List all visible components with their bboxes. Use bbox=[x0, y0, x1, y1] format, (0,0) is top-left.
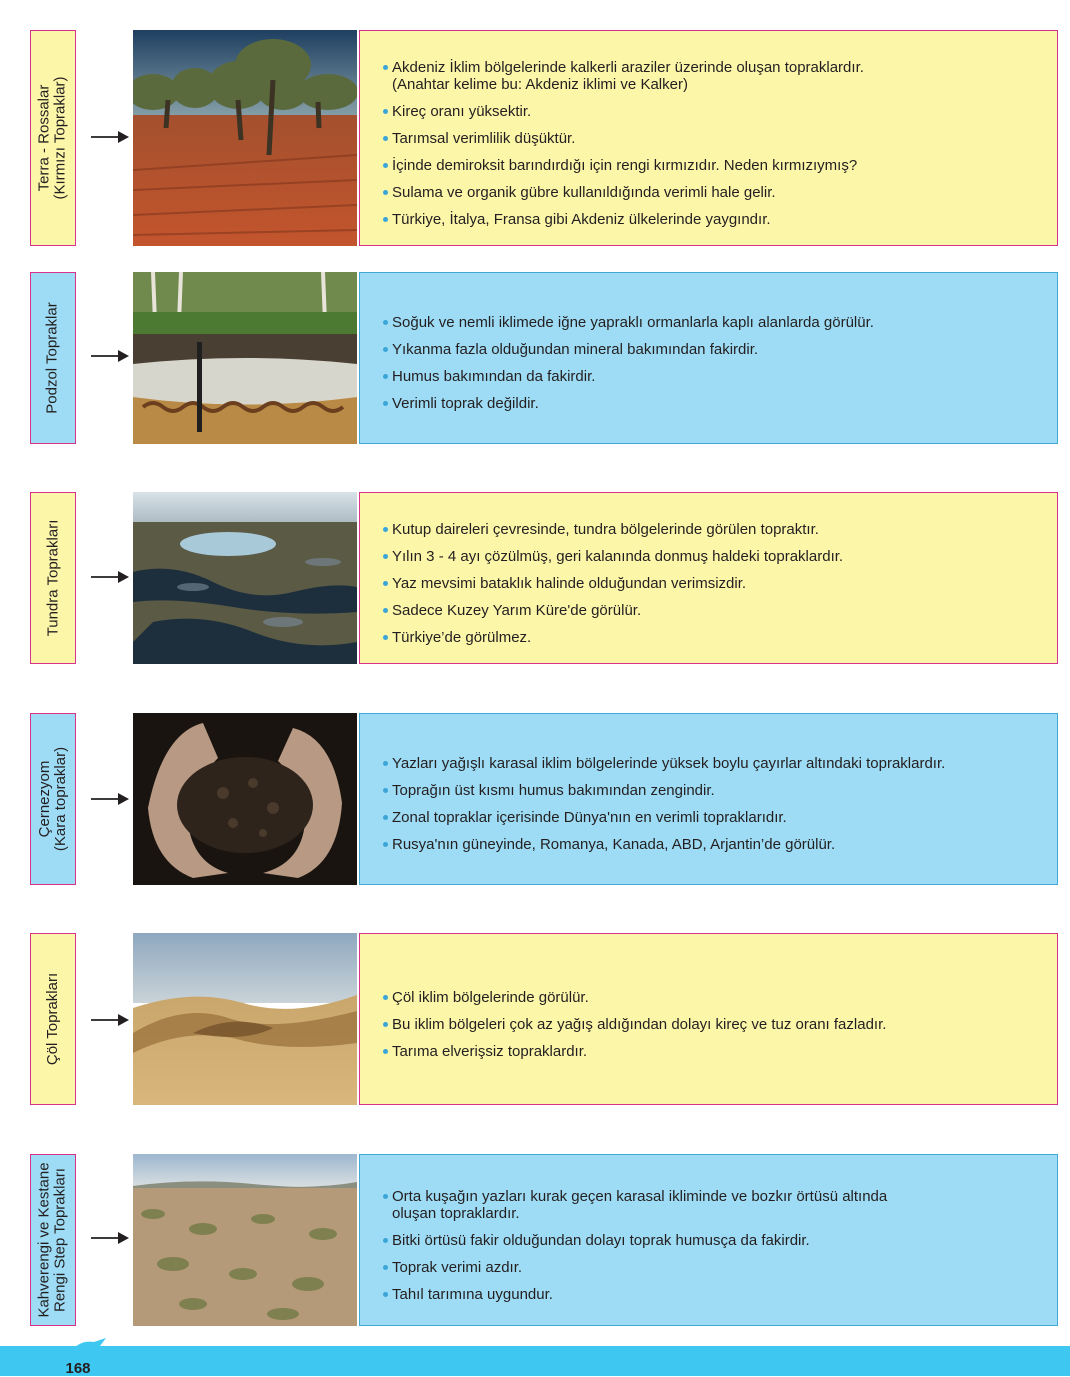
soil-info-box bbox=[359, 492, 1058, 664]
soil-bullet-list bbox=[392, 59, 1043, 238]
soil-bullet-list bbox=[392, 1188, 1043, 1313]
bullet-item: Türkiye’de görülmez. bbox=[392, 629, 1043, 646]
bullet-item: Yılın 3 - 4 ayı çözülmüş, geri kalanında donmuş haldeki topraklardır. bbox=[392, 548, 1043, 565]
bullet-item: İçinde demiroksit barındırdığı için rengi kırmızıdır. Neden kırmızıymış? bbox=[392, 157, 1043, 174]
bullet-item: Kireç oranı yüksektir. bbox=[392, 103, 1043, 120]
page-number: 168 bbox=[65, 1360, 91, 1377]
steppe-grassland-photo bbox=[133, 1154, 357, 1326]
bullet-item: Kutup daireleri çevresinde, tundra bölgelerinde görülen topraktır. bbox=[392, 521, 1043, 538]
arrow-right-icon bbox=[90, 349, 130, 363]
bullet-item: Soğuk ve nemli iklimede iğne yapraklı ormanlarla kaplı alanlarda görülür. bbox=[392, 314, 1043, 331]
tundra-wetland-photo bbox=[133, 492, 357, 664]
bullet-item: Türkiye, İtalya, Fransa gibi Akdeniz ülkelerinde yaygındır. bbox=[392, 211, 1043, 228]
soil-label-box bbox=[30, 1154, 76, 1326]
soil-label: Çernezyom (Kara topraklar) bbox=[36, 746, 70, 852]
bullet-item: Verimli toprak değildir. bbox=[392, 395, 1043, 412]
bullet-item: Tarıma elverişsiz topraklardır. bbox=[392, 1043, 1043, 1060]
bullet-item: Tarımsal verimlilik düşüktür. bbox=[392, 130, 1043, 147]
soil-label: Podzol Topraklar bbox=[44, 302, 62, 414]
arrow-right-icon bbox=[90, 1013, 130, 1027]
soil-label: Kahverengi ve Kestane Rengi Step Toprakları bbox=[36, 1162, 70, 1318]
soil-label-box bbox=[30, 30, 76, 246]
bullet-item: Orta kuşağın yazları kurak geçen karasal ikliminde ve bozkır örtüsü altında oluşan topraklardır. bbox=[392, 1188, 1043, 1222]
soil-label: Terra - Rossalar (Kırmızı Topraklar) bbox=[36, 76, 70, 200]
podzol-soil-profile-photo bbox=[133, 272, 357, 444]
soil-label-box bbox=[30, 492, 76, 664]
bullet-item: Akdeniz İklim bölgelerinde kalkerli araziler üzerinde oluşan topraklardır. (Anahtar kelime bu: Akdeniz iklimi ve Kalker) bbox=[392, 59, 1043, 93]
hands-holding-black-soil-photo bbox=[133, 713, 357, 885]
soil-bullet-list bbox=[392, 989, 1043, 1070]
soil-label: Tundra Toprakları bbox=[44, 519, 62, 637]
soil-info-box bbox=[359, 933, 1058, 1105]
arrow-right-icon bbox=[90, 1231, 130, 1245]
bullet-item: Yaz mevsimi bataklık halinde olduğundan verimsizdir. bbox=[392, 575, 1043, 592]
bullet-item: Toprağın üst kısmı humus bakımından zengindir. bbox=[392, 782, 1043, 799]
desert-dunes-photo bbox=[133, 933, 357, 1105]
bullet-item: Humus bakımından da fakirdir. bbox=[392, 368, 1043, 385]
arrow-right-icon bbox=[90, 792, 130, 806]
bullet-item: Bu iklim bölgeleri çok az yağış aldığından dolayı kireç ve tuz oranı fazladır. bbox=[392, 1016, 1043, 1033]
soil-info-box bbox=[359, 30, 1058, 246]
soil-bullet-list bbox=[392, 755, 1043, 863]
arrow-right-icon bbox=[90, 130, 130, 144]
soil-label-box bbox=[30, 272, 76, 444]
bullet-item: Yazları yağışlı karasal iklim bölgelerinde yüksek boylu çayırlar altındaki topraklardır. bbox=[392, 755, 1043, 772]
bullet-item: Sadece Kuzey Yarım Küre'de görülür. bbox=[392, 602, 1043, 619]
bullet-item: Zonal topraklar içerisinde Dünya'nın en verimli topraklarıdır. bbox=[392, 809, 1043, 826]
soil-bullet-list bbox=[392, 521, 1043, 656]
bullet-item: Rusya'nın güneyinde, Romanya, Kanada, ABD, Arjantin’de görülür. bbox=[392, 836, 1043, 853]
bullet-item: Sulama ve organik gübre kullanıldığında verimli hale gelir. bbox=[392, 184, 1043, 201]
bullet-item: Toprak verimi azdır. bbox=[392, 1259, 1043, 1276]
soil-info-box bbox=[359, 1154, 1058, 1326]
soil-label: Çöl Toprakları bbox=[44, 972, 62, 1066]
bullet-item: Çöl iklim bölgelerinde görülür. bbox=[392, 989, 1043, 1006]
footer-band bbox=[0, 1346, 1070, 1376]
soil-label-box bbox=[30, 713, 76, 885]
arrow-right-icon bbox=[90, 570, 130, 584]
soil-info-box bbox=[359, 272, 1058, 444]
bullet-item: Yıkanma fazla olduğundan mineral bakımından fakirdir. bbox=[392, 341, 1043, 358]
soil-label-box bbox=[30, 933, 76, 1105]
soil-info-box bbox=[359, 713, 1058, 885]
bullet-item: Bitki örtüsü fakir olduğundan dolayı toprak humusça da fakirdir. bbox=[392, 1232, 1043, 1249]
olive-grove-red-soil-photo bbox=[133, 30, 357, 246]
soil-bullet-list bbox=[392, 314, 1043, 422]
bullet-item: Tahıl tarımına uygundur. bbox=[392, 1286, 1043, 1303]
